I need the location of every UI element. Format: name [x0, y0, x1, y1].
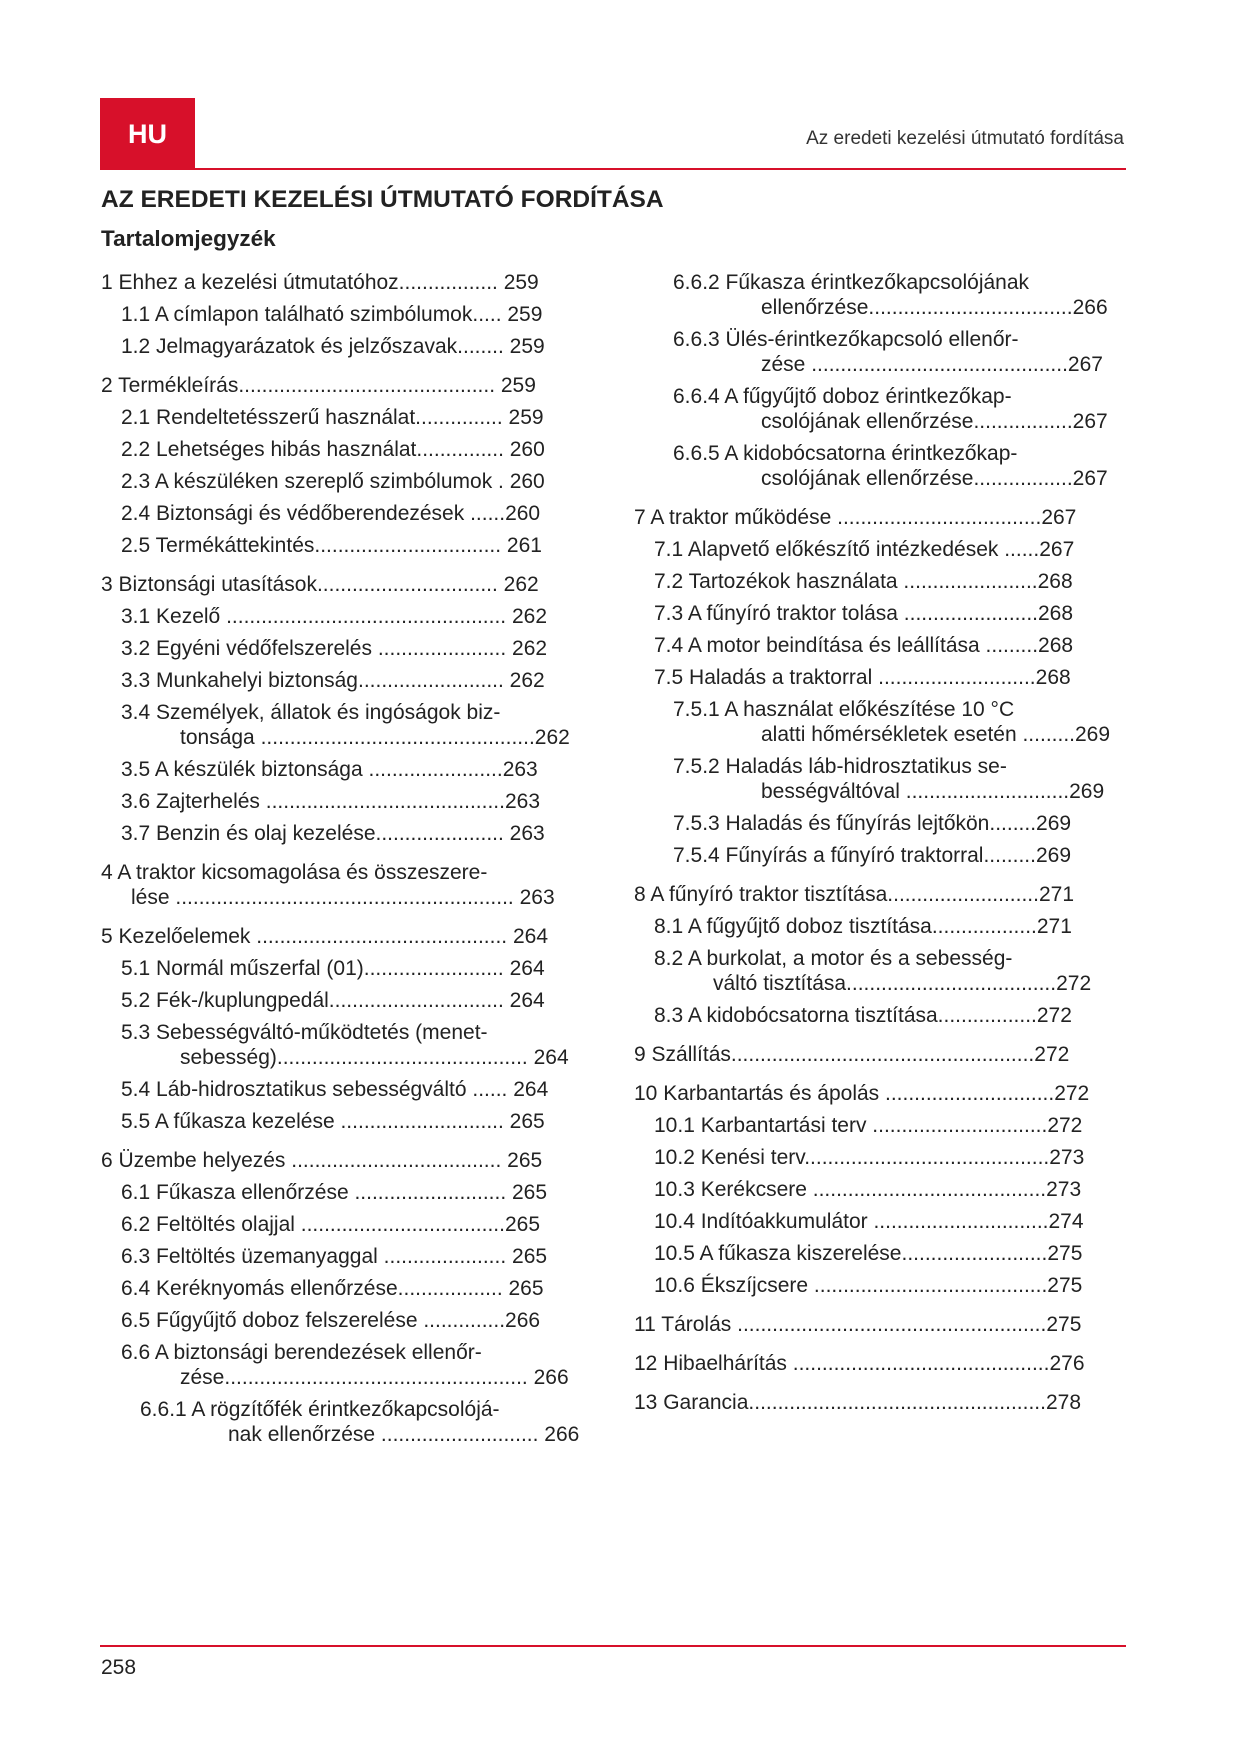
toc-entry[interactable] [634, 384, 1126, 434]
toc-entry-text: 6.6 A biztonsági berendezések ellenőr- [121, 1341, 482, 1364]
header-divider [100, 168, 1126, 170]
toc-entry-text: 5 Kezelőelemek ........................................... 264 [101, 925, 549, 948]
toc-entry[interactable] [101, 469, 596, 494]
toc-entry-text: 3.2 Egyéni védőfelszerelés ...................... 262 [121, 637, 548, 660]
toc-entry-text: 5.5 A fűkasza kezelése ............................ 265 [121, 1110, 545, 1133]
toc-entry[interactable] [101, 1077, 596, 1102]
toc-entry[interactable] [634, 601, 1126, 626]
toc-entry[interactable] [634, 270, 1126, 320]
toc-entry-text: 6 Üzembe helyezés .................................... 265 [101, 1149, 543, 1172]
toc-entry-text: 7.5.1 A használat előkészítése 10 °C [673, 698, 1015, 721]
toc-entry-continuation: zése ............................................267 [761, 353, 1103, 376]
toc-entry[interactable] [101, 604, 596, 629]
toc-entry-text: 6.3 Feltöltés üzemanyaggal ..................... 265 [121, 1245, 548, 1268]
toc-entry[interactable] [634, 1241, 1126, 1266]
toc-entry[interactable] [101, 1212, 596, 1237]
toc-entry[interactable] [101, 924, 596, 949]
toc-entry-text: 3.7 Benzin és olaj kezelése...................... 263 [121, 822, 545, 845]
toc-entry-text: 9 Szállítás....................................................272 [634, 1043, 1070, 1066]
toc-entry[interactable] [101, 270, 596, 295]
toc-entry[interactable] [101, 789, 596, 814]
toc-entry-text: 2.2 Lehetséges hibás használat............... 260 [121, 438, 545, 461]
toc-entry[interactable] [634, 633, 1126, 658]
toc-entry-text: 8.1 A fűgyűjtő doboz tisztítása..................271 [654, 915, 1072, 938]
language-badge: HU [100, 98, 195, 170]
toc-entry[interactable] [101, 988, 596, 1013]
toc-entry[interactable] [634, 537, 1126, 562]
toc-entry[interactable] [634, 665, 1126, 690]
toc-entry[interactable] [634, 1273, 1126, 1298]
toc-entry[interactable] [101, 1109, 596, 1134]
toc-entry-text: 7.5.4 Fűnyírás a fűnyíró traktorral.........269 [673, 844, 1072, 867]
toc-entry-text: 3.5 A készülék biztonsága .......................263 [121, 758, 538, 781]
toc-entry-text: 1 Ehhez a kezelési útmutatóhoz................. 259 [101, 271, 539, 294]
toc-entry[interactable] [101, 437, 596, 462]
toc-entry-text: 3.4 Személyek, állatok és ingóságok biz- [121, 701, 501, 724]
toc-entry-continuation: lése .......................................................... 263 [131, 886, 555, 909]
toc-entry-text: 10.4 Indítóakkumulátor ..............................274 [654, 1210, 1084, 1233]
toc-entry[interactable] [634, 1042, 1126, 1067]
toc-entry-text: 1.2 Jelmagyarázatok és jelzőszavak........ 259 [121, 335, 545, 358]
toc-entry-text: 8.2 A burkolat, a motor és a sebesség- [654, 947, 1013, 970]
toc-entry[interactable] [634, 1177, 1126, 1202]
toc-entry[interactable] [101, 334, 596, 359]
toc-entry-text: 6.5 Fűgyűjtő doboz felszerelése ..............266 [121, 1309, 541, 1332]
toc-entry-text: 2.1 Rendeltetésszerű használat............... 259 [121, 406, 544, 429]
toc-entry-text: 2.4 Biztonsági és védőberendezések ......260 [121, 502, 541, 525]
toc-entry[interactable] [101, 533, 596, 558]
toc-entry-continuation: csolójának ellenőrzése.................267 [761, 410, 1108, 433]
toc-right-column [634, 270, 1126, 1415]
document-title: AZ EREDETI KEZELÉSI ÚTMUTATÓ FORDÍTÁSA [101, 186, 664, 213]
toc-entry[interactable] [101, 1276, 596, 1301]
toc-entry-text: 10.1 Karbantartási terv ..............................272 [654, 1114, 1083, 1137]
toc-entry-continuation: váltó tisztítása....................................272 [713, 972, 1092, 995]
toc-entry[interactable] [634, 1003, 1126, 1028]
toc-entry[interactable] [634, 811, 1126, 836]
toc-entry[interactable] [634, 441, 1126, 491]
toc-entry-text: 3.1 Kezelő ................................................ 262 [121, 605, 547, 628]
toc-entry-text: 7 A traktor működése ...................................267 [634, 506, 1077, 529]
toc-entry-text: 12 Hibaelhárítás ............................................276 [634, 1352, 1085, 1375]
toc-entry[interactable] [101, 860, 596, 910]
toc-entry-text: 5.4 Láb-hidrosztatikus sebességváltó ...... 264 [121, 1078, 549, 1101]
toc-entry[interactable] [634, 1145, 1126, 1170]
toc-entry[interactable] [101, 757, 596, 782]
toc-entry[interactable] [634, 754, 1126, 804]
toc-entry-text: 10.6 Ékszíjcsere ........................................275 [654, 1274, 1083, 1297]
toc-entry-text: 6.1 Fűkasza ellenőrzése .......................... 265 [121, 1181, 548, 1204]
toc-entry[interactable] [101, 1020, 596, 1070]
toc-entry-continuation: tonsága ...............................................262 [180, 726, 570, 749]
toc-entry[interactable] [101, 501, 596, 526]
toc-entry-text: 7.4 A motor beindítása és leállítása .........268 [654, 634, 1074, 657]
toc-entry[interactable] [634, 327, 1126, 377]
toc-entry-text: 3 Biztonsági utasítások............................... 262 [101, 573, 539, 596]
toc-entry-text: 6.6.1 A rögzítőfék érintkezőkapcsolójá- [140, 1398, 500, 1421]
toc-entry-text: 2.5 Termékáttekintés................................ 261 [121, 534, 542, 557]
toc-entry[interactable] [634, 697, 1126, 747]
toc-entry-text: 7.5.3 Haladás és fűnyírás lejtőkön........269 [673, 812, 1072, 835]
page-number: 258 [101, 1656, 137, 1679]
toc-entry-text: 5.1 Normál műszerfal (01)........................ 264 [121, 957, 545, 980]
toc-entry-continuation: alatti hőmérsékletek esetén .........269 [761, 723, 1111, 746]
footer-divider [100, 1645, 1126, 1647]
toc-entry-text: 8.3 A kidobócsatorna tisztítása.................272 [654, 1004, 1072, 1027]
toc-entry[interactable] [634, 1312, 1126, 1337]
toc-entry[interactable] [634, 1113, 1126, 1138]
toc-entry[interactable] [634, 1081, 1126, 1106]
toc-entry[interactable] [101, 956, 596, 981]
toc-entry[interactable] [634, 1351, 1126, 1376]
toc-entry[interactable] [101, 1397, 596, 1447]
toc-entry[interactable] [101, 1308, 596, 1333]
toc-entry[interactable] [101, 1244, 596, 1269]
toc-entry-text: 5.3 Sebességváltó-működtetés (menet- [121, 1021, 488, 1044]
toc-entry-text: 3.6 Zajterhelés .........................................263 [121, 790, 540, 813]
toc-entry[interactable] [101, 700, 596, 750]
toc-entry-continuation: ellenőrzése...................................266 [761, 296, 1108, 319]
toc-entry-text: 6.6.4 A fűgyűjtő doboz érintkezőkap- [673, 385, 1012, 408]
toc-entry-text: 2 Termékleírás............................................ 259 [101, 374, 536, 397]
toc-entry[interactable] [101, 1148, 596, 1173]
toc-entry-text: 7.3 A fűnyíró traktor tolása .......................268 [654, 602, 1074, 625]
toc-entry-text: 3.3 Munkahelyi biztonság......................... 262 [121, 669, 545, 692]
toc-entry-text: 10.5 A fűkasza kiszerelése.........................275 [654, 1242, 1083, 1265]
toc-entry-text: 7.1 Alapvető előkészítő intézkedések ......267 [654, 538, 1075, 561]
toc-entry-text: 6.6.3 Ülés-érintkezőkapcsoló ellenőr- [673, 328, 1019, 351]
toc-entry[interactable] [634, 914, 1126, 939]
toc-entry-text: 6.6.5 A kidobócsatorna érintkezőkap- [673, 442, 1018, 465]
toc-entry-text: 7.5 Haladás a traktorral ...........................268 [654, 666, 1071, 689]
toc-entry-continuation: sebesség)........................................... 264 [180, 1046, 569, 1069]
toc-entry-continuation: csolójának ellenőrzése.................267 [761, 467, 1108, 490]
toc-entry-text: 10 Karbantartás és ápolás .............................272 [634, 1082, 1090, 1105]
toc-entry[interactable] [634, 882, 1126, 907]
toc-entry-text: 1.1 A címlapon található szimbólumok..... 259 [121, 303, 543, 326]
header-title: Az eredeti kezelési útmutató fordítása [806, 128, 1124, 149]
toc-entry[interactable] [101, 572, 596, 597]
toc-entry-text: 13 Garancia...................................................278 [634, 1391, 1081, 1414]
toc-entry-text: 6.4 Keréknyomás ellenőrzése.................. 265 [121, 1277, 544, 1300]
toc-entry-text: 6.2 Feltöltés olajjal ...................................265 [121, 1213, 541, 1236]
toc-entry[interactable] [634, 1209, 1126, 1234]
toc-entry[interactable] [634, 946, 1126, 996]
toc-entry-continuation: zése.................................................... 266 [180, 1366, 569, 1389]
toc-entry[interactable] [101, 1180, 596, 1205]
toc-heading: Tartalomjegyzék [101, 226, 276, 251]
toc-entry-text: 7.2 Tartozékok használata .......................268 [654, 570, 1073, 593]
toc-entry-text: 8 A fűnyíró traktor tisztítása..........................271 [634, 883, 1075, 906]
toc-entry[interactable] [634, 843, 1126, 868]
toc-entry[interactable] [101, 1340, 596, 1390]
toc-entry-continuation: bességváltóval ............................269 [761, 780, 1105, 803]
toc-entry-text: 11 Tárolás .....................................................275 [634, 1313, 1082, 1336]
toc-entry-text: 4 A traktor kicsomagolása és összeszere- [101, 861, 488, 884]
toc-entry[interactable] [101, 668, 596, 693]
toc-entry[interactable] [634, 569, 1126, 594]
toc-left-column [101, 270, 596, 1447]
toc-entry-continuation: nak ellenőrzése ........................... 266 [228, 1423, 580, 1446]
toc-entry-text: 5.2 Fék-/kuplungpedál.............................. 264 [121, 989, 545, 1012]
toc-entry-text: 2.3 A készüléken szereplő szimbólumok . 260 [121, 470, 545, 493]
toc-entry[interactable] [634, 1390, 1126, 1415]
toc-entry[interactable] [101, 636, 596, 661]
toc-entry-text: 10.3 Kerékcsere ........................................273 [654, 1178, 1082, 1201]
toc-entry-text: 7.5.2 Haladás láb-hidrosztatikus se- [673, 755, 1007, 778]
toc-entry-text: 6.6.2 Fűkasza érintkezőkapcsolójának [673, 271, 1030, 294]
toc-entry[interactable] [634, 505, 1126, 530]
toc-entry[interactable] [101, 405, 596, 430]
toc-entry[interactable] [101, 373, 596, 398]
toc-entry[interactable] [101, 302, 596, 327]
toc-entry[interactable] [101, 821, 596, 846]
toc-entry-text: 10.2 Kenési terv..........................................273 [654, 1146, 1085, 1169]
